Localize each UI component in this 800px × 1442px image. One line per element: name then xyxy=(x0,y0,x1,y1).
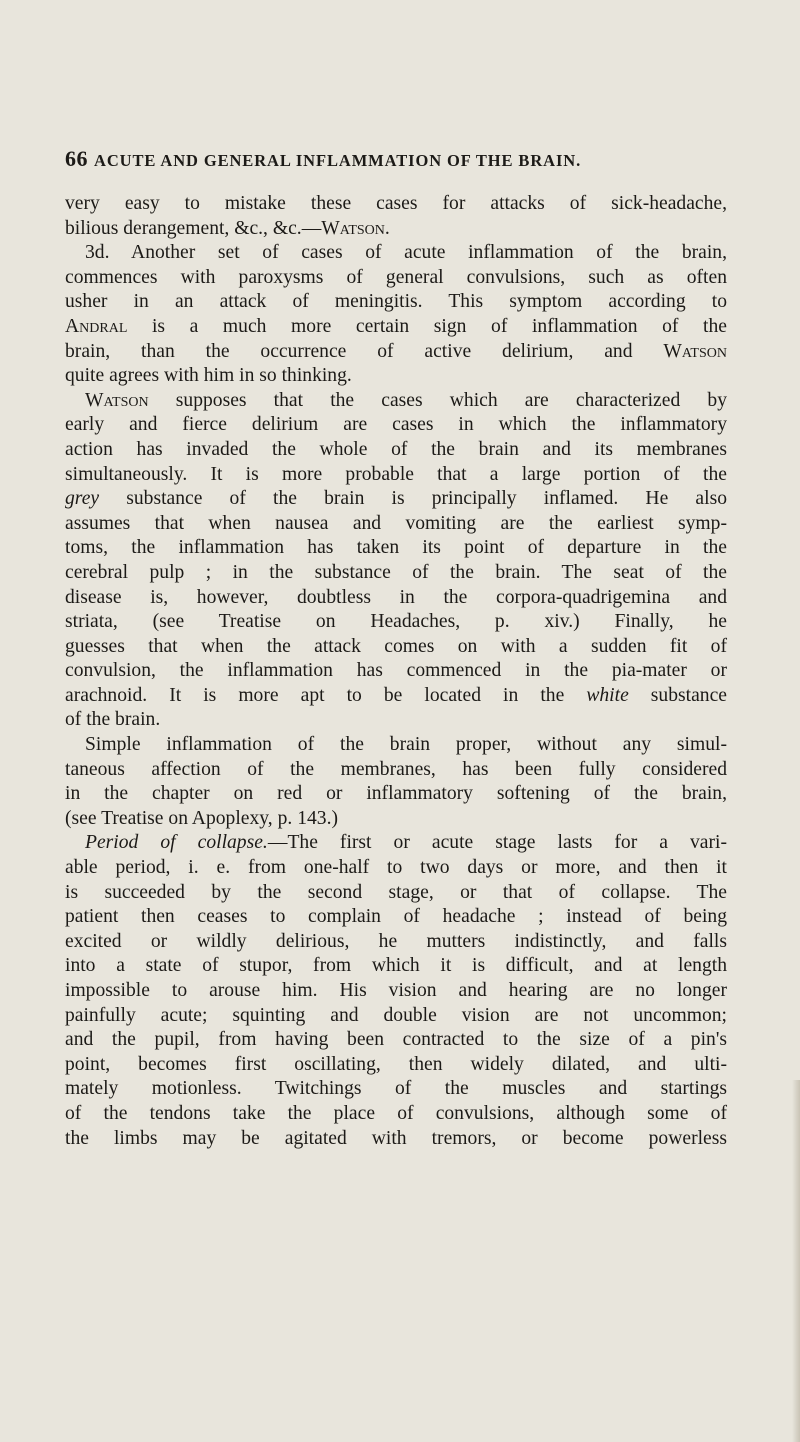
text-line: Period of collapse.—The first or acute stage lasts for a vari- xyxy=(85,832,728,854)
text-line: bilious derangement, &c., &c.—Watson. xyxy=(65,217,390,239)
text-line: Watson supposes that the cases which are characterized by xyxy=(85,389,727,411)
text-line: 3d. Another set of cases of acute inflammation of the brain, xyxy=(85,242,727,264)
running-title: ACUTE AND GENERAL INFLAMMATION OF THE BRAIN. xyxy=(94,151,582,170)
text-line: impossible to arouse him. His vision and hearing are no longer xyxy=(65,980,727,1001)
text-line: Andral is a much more certain sign of inflammation of the xyxy=(65,315,727,337)
text-line: action has invaded the whole of the brain and its membranes xyxy=(65,438,727,460)
author-name: Andral xyxy=(65,315,128,337)
text-line: brain, than the occurrence of active delirium, and Watson xyxy=(65,340,727,362)
text-line: very easy to mistake these cases for attacks of sick-headache, xyxy=(65,193,727,214)
author-name: Watson xyxy=(663,340,727,362)
text-line: simultaneously. It is more probable that a large portion of the xyxy=(65,463,727,485)
text-line: taneous affection of the membranes, has been fully considered xyxy=(65,758,727,780)
text-line: patient then ceases to complain of headache ; instead of being xyxy=(65,906,727,928)
text-line: of the tendons take the place of convulsions, although some of xyxy=(65,1102,727,1124)
text-line: into a state of stupor, from which it is difficult, and at length xyxy=(65,955,727,977)
text-line: striata, (see Treatise on Headaches, p. xiv.) Finally, he xyxy=(65,611,727,633)
page-number: 66 xyxy=(65,146,88,171)
text-line: of the brain. xyxy=(65,709,161,731)
text-line: quite agrees with him in so thinking. xyxy=(65,365,352,387)
text-line: convulsion, the inflammation has commenced in the pia-mater or xyxy=(65,660,727,682)
running-header xyxy=(65,146,725,172)
text-line: excited or wildly delirious, he mutters indistinctly, and falls xyxy=(65,930,727,952)
text-line: and the pupil, from having been contracted to the size of a pin's xyxy=(65,1029,727,1051)
italic-term: grey xyxy=(65,488,100,510)
text-line: the limbs may be agitated with tremors, or become powerless xyxy=(65,1127,727,1149)
text-line: early and fierce delirium are cases in which the inflammatory xyxy=(65,414,727,436)
page-edge-shadow xyxy=(792,1080,800,1442)
text-line: guesses that when the attack comes on with a sudden fit of xyxy=(65,635,727,657)
text-line: disease is, however, doubtless in the corpora-quadrigemina and xyxy=(65,586,727,608)
author-name: Watson xyxy=(85,389,149,411)
text-line: cerebral pulp ; in the substance of the brain. The seat of the xyxy=(65,561,727,583)
text-line: able period, i. e. from one-half to two days or more, and then it xyxy=(65,857,727,879)
text-line: is succeeded by the second stage, or that of collapse. The xyxy=(65,881,727,903)
text-line: commences with paroxysms of general convulsions, such as often xyxy=(65,266,727,288)
text-line: mately motionless. Twitchings of the muscles and startings xyxy=(65,1078,727,1100)
page-body xyxy=(65,192,727,1151)
italic-term: white xyxy=(586,684,629,706)
text-line: (see Treatise on Apoplexy, p. 143.) xyxy=(65,807,339,829)
text-line: toms, the inflammation has taken its point of departure in the xyxy=(65,537,727,559)
text-line: painfully acute; squinting and double vision are not uncommon; xyxy=(65,1004,727,1026)
text-line: in the chapter on red or inflammatory softening of the brain, xyxy=(65,783,727,805)
author-name: Watson. xyxy=(321,217,390,239)
section-heading: Period of collapse. xyxy=(85,832,268,854)
text-line: grey substance of the brain is principally inflamed. He also xyxy=(65,488,727,510)
text-line: assumes that when nausea and vomiting are the earliest symp- xyxy=(65,512,727,534)
text-line: usher in an attack of meningitis. This symptom according to xyxy=(65,291,727,313)
text-line: Simple inflammation of the brain proper, without any simul- xyxy=(85,734,727,756)
text-line: point, becomes first oscillating, then widely dilated, and ulti- xyxy=(65,1053,727,1075)
text-line: arachnoid. It is more apt to be located in the white substance xyxy=(65,684,727,706)
